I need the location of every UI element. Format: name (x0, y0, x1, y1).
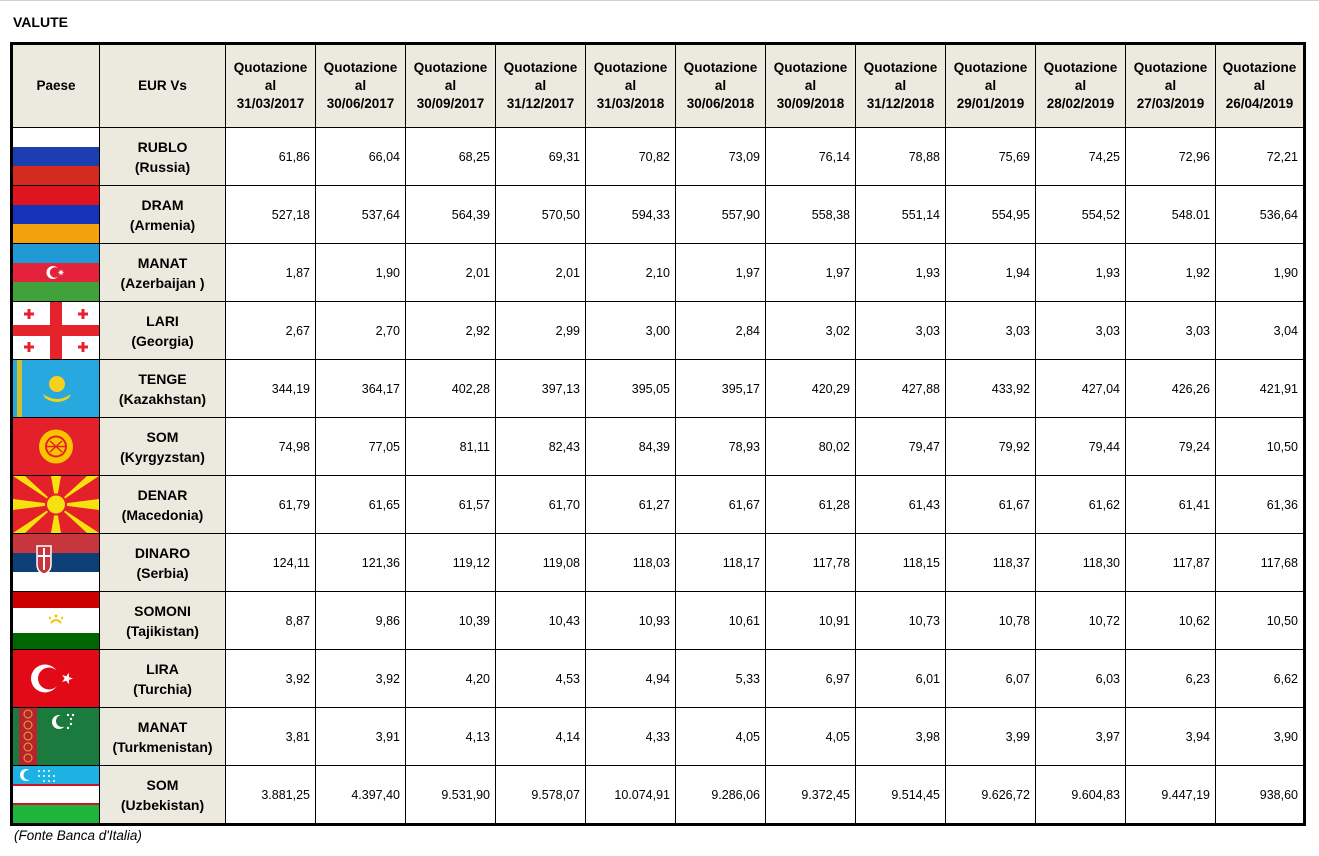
rate-cell: 79,44 (1036, 418, 1126, 476)
header-date: 30/09/2018 (776, 96, 845, 111)
rate-cell: 10,62 (1126, 592, 1216, 650)
header-label-al: al (714, 78, 727, 93)
header-date: 30/09/2017 (416, 96, 485, 111)
rate-cell: 2,01 (496, 244, 586, 302)
header-date: 30/06/2018 (686, 96, 755, 111)
turkmenistan-flag-icon (12, 708, 100, 766)
currency-name: LIRA (146, 660, 179, 677)
russia-flag-icon (12, 128, 100, 186)
serbia-flag-icon (12, 534, 100, 592)
header-date: 27/03/2019 (1136, 96, 1205, 111)
country-name: (Tajikistan) (126, 622, 199, 639)
header-label: Quotazione (683, 60, 758, 75)
macedonia-flag-icon (12, 476, 100, 534)
rate-cell: 3,90 (1216, 708, 1305, 766)
header-quotazione-0 (226, 44, 316, 128)
rate-cell: 61,57 (406, 476, 496, 534)
header-label: Quotazione (863, 60, 938, 75)
country-name: (Turchia) (133, 680, 192, 697)
header-label-al: al (894, 78, 907, 93)
country-name: (Turkmenistan) (112, 738, 213, 755)
rate-cell: 6,23 (1126, 650, 1216, 708)
rate-cell: 68,25 (406, 128, 496, 186)
table-row (12, 128, 1305, 186)
rate-cell: 117,87 (1126, 534, 1216, 592)
rate-cell: 1,87 (226, 244, 316, 302)
rate-cell: 4,13 (406, 708, 496, 766)
rate-cell: 75,69 (946, 128, 1036, 186)
header-date: 28/02/2019 (1046, 96, 1115, 111)
rate-cell: 74,98 (226, 418, 316, 476)
header-date: 31/12/2018 (866, 96, 935, 111)
rate-cell: 3,02 (766, 302, 856, 360)
rate-cell: 420,29 (766, 360, 856, 418)
rate-cell: 10.074,91 (586, 766, 676, 825)
header-quotazione-8 (946, 44, 1036, 128)
rate-cell: 79,92 (946, 418, 1036, 476)
rate-cell: 9.514,45 (856, 766, 946, 825)
table-row (12, 418, 1305, 476)
rate-cell: 79,24 (1126, 418, 1216, 476)
rate-cell: 10,50 (1216, 418, 1305, 476)
rate-cell: 76,14 (766, 128, 856, 186)
rate-cell: 118,37 (946, 534, 1036, 592)
rate-cell: 395,17 (676, 360, 766, 418)
currency-cell (100, 766, 226, 825)
rate-cell: 557,90 (676, 186, 766, 244)
header-label-al: al (804, 78, 817, 93)
rate-cell: 402,28 (406, 360, 496, 418)
rate-cell: 72,21 (1216, 128, 1305, 186)
header-quotazione-7 (856, 44, 946, 128)
rate-cell: 81,11 (406, 418, 496, 476)
turkey-flag-icon (12, 650, 100, 708)
rate-cell: 3,81 (226, 708, 316, 766)
header-label: Quotazione (1043, 60, 1118, 75)
header-date: 31/03/2018 (596, 96, 665, 111)
kyrgyzstan-flag-icon (12, 418, 100, 476)
rate-cell: 4,05 (676, 708, 766, 766)
rate-cell: 10,78 (946, 592, 1036, 650)
rate-cell: 536,64 (1216, 186, 1305, 244)
header-label: Quotazione (1133, 60, 1208, 75)
currency-cell (100, 244, 226, 302)
currency-cell (100, 592, 226, 650)
rate-cell: 61,27 (586, 476, 676, 534)
table-row (12, 766, 1305, 825)
header-label: Quotazione (773, 60, 848, 75)
rate-cell: 3,00 (586, 302, 676, 360)
rate-cell: 537,64 (316, 186, 406, 244)
rate-cell: 10,39 (406, 592, 496, 650)
header-label-al: al (1074, 78, 1087, 93)
rate-cell: 66,04 (316, 128, 406, 186)
rate-cell: 78,93 (676, 418, 766, 476)
rate-cell: 10,50 (1216, 592, 1305, 650)
header-quotazione-11 (1216, 44, 1305, 128)
rate-cell: 527,18 (226, 186, 316, 244)
currency-name: RUBLO (137, 138, 188, 155)
rate-cell: 2,10 (586, 244, 676, 302)
rate-cell: 118,30 (1036, 534, 1126, 592)
rate-cell: 1,94 (946, 244, 1036, 302)
currency-name: SOM (146, 428, 179, 445)
page-title: VALUTE (13, 14, 68, 30)
currency-cell (100, 128, 226, 186)
country-name: (Serbia) (136, 564, 189, 581)
rate-cell: 1,92 (1126, 244, 1216, 302)
currency-name: SOMONI (134, 602, 191, 619)
rate-cell: 1,93 (1036, 244, 1126, 302)
table-row (12, 650, 1305, 708)
rate-cell: 118,15 (856, 534, 946, 592)
currency-cell (100, 476, 226, 534)
rate-cell: 551,14 (856, 186, 946, 244)
rate-cell: 61,79 (226, 476, 316, 534)
currency-name: LARI (146, 312, 179, 329)
rate-cell: 10,73 (856, 592, 946, 650)
rate-cell: 61,86 (226, 128, 316, 186)
currency-name: MANAT (137, 254, 188, 271)
rate-cell: 119,08 (496, 534, 586, 592)
rate-cell: 570,50 (496, 186, 586, 244)
table-row (12, 592, 1305, 650)
rate-cell: 4,20 (406, 650, 496, 708)
rate-cell: 3,92 (316, 650, 406, 708)
rate-cell: 4,05 (766, 708, 856, 766)
rate-cell: 426,26 (1126, 360, 1216, 418)
rate-cell: 3,91 (316, 708, 406, 766)
rate-cell: 77,05 (316, 418, 406, 476)
rate-cell: 2,84 (676, 302, 766, 360)
header-quotazione-6 (766, 44, 856, 128)
currency-cell (100, 186, 226, 244)
header-date: 31/12/2017 (506, 96, 575, 111)
rate-cell: 3,97 (1036, 708, 1126, 766)
rate-cell: 4,53 (496, 650, 586, 708)
rate-cell: 9.626,72 (946, 766, 1036, 825)
currency-cell (100, 534, 226, 592)
header-quotazione-4 (586, 44, 676, 128)
rate-cell: 6,07 (946, 650, 1036, 708)
uzbekistan-flag-icon (12, 766, 100, 825)
rate-cell: 2,67 (226, 302, 316, 360)
rate-cell: 70,82 (586, 128, 676, 186)
header-quotazione-10 (1126, 44, 1216, 128)
rate-cell: 3,03 (1126, 302, 1216, 360)
header-label: Quotazione (1222, 60, 1297, 75)
header-date: 29/01/2019 (956, 96, 1025, 111)
rate-cell: 395,05 (586, 360, 676, 418)
rate-cell: 69,31 (496, 128, 586, 186)
rate-cell: 9.447,19 (1126, 766, 1216, 825)
rate-cell: 344,19 (226, 360, 316, 418)
rate-cell: 3,99 (946, 708, 1036, 766)
georgia-flag-icon (12, 302, 100, 360)
country-name: (Georgia) (131, 332, 194, 349)
country-name: (Russia) (134, 158, 191, 175)
rate-cell: 1,90 (316, 244, 406, 302)
header-quotazione-9 (1036, 44, 1126, 128)
rate-cell: 397,13 (496, 360, 586, 418)
table-row (12, 708, 1305, 766)
rate-cell: 9.578,07 (496, 766, 586, 825)
header-quotazione-2 (406, 44, 496, 128)
rate-cell: 61,41 (1126, 476, 1216, 534)
header-quotazione-1 (316, 44, 406, 128)
azerbaijan-flag-icon (12, 244, 100, 302)
rate-cell: 3,03 (946, 302, 1036, 360)
rate-cell: 61,36 (1216, 476, 1305, 534)
rate-cell: 3.881,25 (226, 766, 316, 825)
header-label: Quotazione (233, 60, 308, 75)
table-row (12, 534, 1305, 592)
rate-cell: 9.286,06 (676, 766, 766, 825)
rate-cell: 61,67 (676, 476, 766, 534)
rate-cell: 2,70 (316, 302, 406, 360)
header-label-al: al (1253, 78, 1266, 93)
table-body (12, 128, 1305, 825)
top-divider (0, 0, 1319, 1)
rate-cell: 1,90 (1216, 244, 1305, 302)
rate-cell: 9,86 (316, 592, 406, 650)
rate-cell: 6,62 (1216, 650, 1305, 708)
header-date: 31/03/2017 (236, 96, 305, 111)
currency-cell (100, 360, 226, 418)
rate-cell: 433,92 (946, 360, 1036, 418)
rate-cell: 4,33 (586, 708, 676, 766)
currency-name: SOM (146, 776, 179, 793)
header-label-al: al (354, 78, 367, 93)
country-name: (Azerbaijan ) (120, 274, 205, 291)
rate-cell: 4,94 (586, 650, 676, 708)
rate-cell: 6,01 (856, 650, 946, 708)
rate-cell: 2,01 (406, 244, 496, 302)
table-row (12, 476, 1305, 534)
rate-cell: 2,99 (496, 302, 586, 360)
rate-cell: 3,03 (1036, 302, 1126, 360)
currency-cell (100, 708, 226, 766)
rate-cell: 118,03 (586, 534, 676, 592)
table-row (12, 244, 1305, 302)
currency-name: TENGE (138, 370, 187, 387)
table-row (12, 302, 1305, 360)
rate-cell: 61,70 (496, 476, 586, 534)
kazakhstan-flag-icon (12, 360, 100, 418)
currency-cell (100, 418, 226, 476)
rate-cell: 554,95 (946, 186, 1036, 244)
rate-cell: 74,25 (1036, 128, 1126, 186)
rate-cell: 10,91 (766, 592, 856, 650)
rate-cell: 558,38 (766, 186, 856, 244)
rate-cell: 4,14 (496, 708, 586, 766)
country-name: (Armenia) (129, 216, 196, 233)
rate-cell: 78,88 (856, 128, 946, 186)
rate-cell: 61,62 (1036, 476, 1126, 534)
rate-cell: 124,11 (226, 534, 316, 592)
header-label: Quotazione (503, 60, 578, 75)
rate-cell: 61,65 (316, 476, 406, 534)
rate-cell: 9.372,45 (766, 766, 856, 825)
rate-cell: 10,72 (1036, 592, 1126, 650)
table-row (12, 360, 1305, 418)
rate-cell: 117,68 (1216, 534, 1305, 592)
rate-cell: 9.531,90 (406, 766, 496, 825)
currency-cell (100, 650, 226, 708)
rate-cell: 427,88 (856, 360, 946, 418)
header-label: Quotazione (323, 60, 398, 75)
table-row (12, 186, 1305, 244)
header-eur-vs: EUR Vs (100, 44, 226, 128)
armenia-flag-icon (12, 186, 100, 244)
country-name: (Kazakhstan) (118, 390, 207, 407)
rate-cell: 6,97 (766, 650, 856, 708)
tajikistan-flag-icon (12, 592, 100, 650)
rate-cell: 117,78 (766, 534, 856, 592)
rate-cell: 364,17 (316, 360, 406, 418)
rate-cell: 1,97 (766, 244, 856, 302)
currency-name: MANAT (137, 718, 188, 735)
currency-name: DRAM (141, 196, 184, 213)
rate-cell: 938,60 (1216, 766, 1305, 825)
rate-cell: 79,47 (856, 418, 946, 476)
exchange-rate-table (10, 42, 1306, 826)
header-label: Quotazione (953, 60, 1028, 75)
header-label-al: al (984, 78, 997, 93)
rate-cell: 3,94 (1126, 708, 1216, 766)
currency-name: DENAR (137, 486, 188, 503)
rate-cell: 1,93 (856, 244, 946, 302)
rate-cell: 8,87 (226, 592, 316, 650)
header-label-al: al (444, 78, 457, 93)
rate-cell: 118,17 (676, 534, 766, 592)
country-name: (Kyrgyzstan) (120, 448, 205, 465)
rate-cell: 6,03 (1036, 650, 1126, 708)
header-quotazione-5 (676, 44, 766, 128)
header-label-al: al (624, 78, 637, 93)
rate-cell: 2,92 (406, 302, 496, 360)
rate-cell: 121,36 (316, 534, 406, 592)
rate-cell: 3,04 (1216, 302, 1305, 360)
rate-cell: 1,97 (676, 244, 766, 302)
header-label: Quotazione (413, 60, 488, 75)
rate-cell: 73,09 (676, 128, 766, 186)
header-row (12, 44, 1305, 128)
rate-cell: 61,43 (856, 476, 946, 534)
rate-cell: 61,67 (946, 476, 1036, 534)
rate-cell: 119,12 (406, 534, 496, 592)
rate-cell: 594,33 (586, 186, 676, 244)
rate-cell: 9.604,83 (1036, 766, 1126, 825)
rate-cell: 10,43 (496, 592, 586, 650)
rate-cell: 421,91 (1216, 360, 1305, 418)
rate-cell: 4.397,40 (316, 766, 406, 825)
source-note: (Fonte Banca d'Italia) (14, 828, 142, 843)
rate-cell: 3,92 (226, 650, 316, 708)
rate-cell: 5,33 (676, 650, 766, 708)
rate-cell: 564,39 (406, 186, 496, 244)
rate-cell: 61,28 (766, 476, 856, 534)
currency-cell (100, 302, 226, 360)
header-label-al: al (1164, 78, 1177, 93)
header-paese: Paese (12, 44, 100, 128)
rate-cell: 10,61 (676, 592, 766, 650)
rate-cell: 427,04 (1036, 360, 1126, 418)
rate-cell: 10,93 (586, 592, 676, 650)
header-date: 30/06/2017 (326, 96, 395, 111)
rate-cell: 554,52 (1036, 186, 1126, 244)
country-name: (Uzbekistan) (120, 796, 205, 813)
rate-cell: 72,96 (1126, 128, 1216, 186)
rate-cell: 82,43 (496, 418, 586, 476)
header-quotazione-3 (496, 44, 586, 128)
rate-cell: 84,39 (586, 418, 676, 476)
header-label-al: al (534, 78, 547, 93)
header-label-al: al (264, 78, 277, 93)
country-name: (Macedonia) (121, 506, 204, 523)
header-date: 26/04/2019 (1225, 96, 1294, 111)
rate-cell: 3,03 (856, 302, 946, 360)
currency-name: DINARO (134, 544, 191, 561)
rate-cell: 80,02 (766, 418, 856, 476)
rate-cell: 3,98 (856, 708, 946, 766)
header-label: Quotazione (593, 60, 668, 75)
rate-cell: 548.01 (1126, 186, 1216, 244)
